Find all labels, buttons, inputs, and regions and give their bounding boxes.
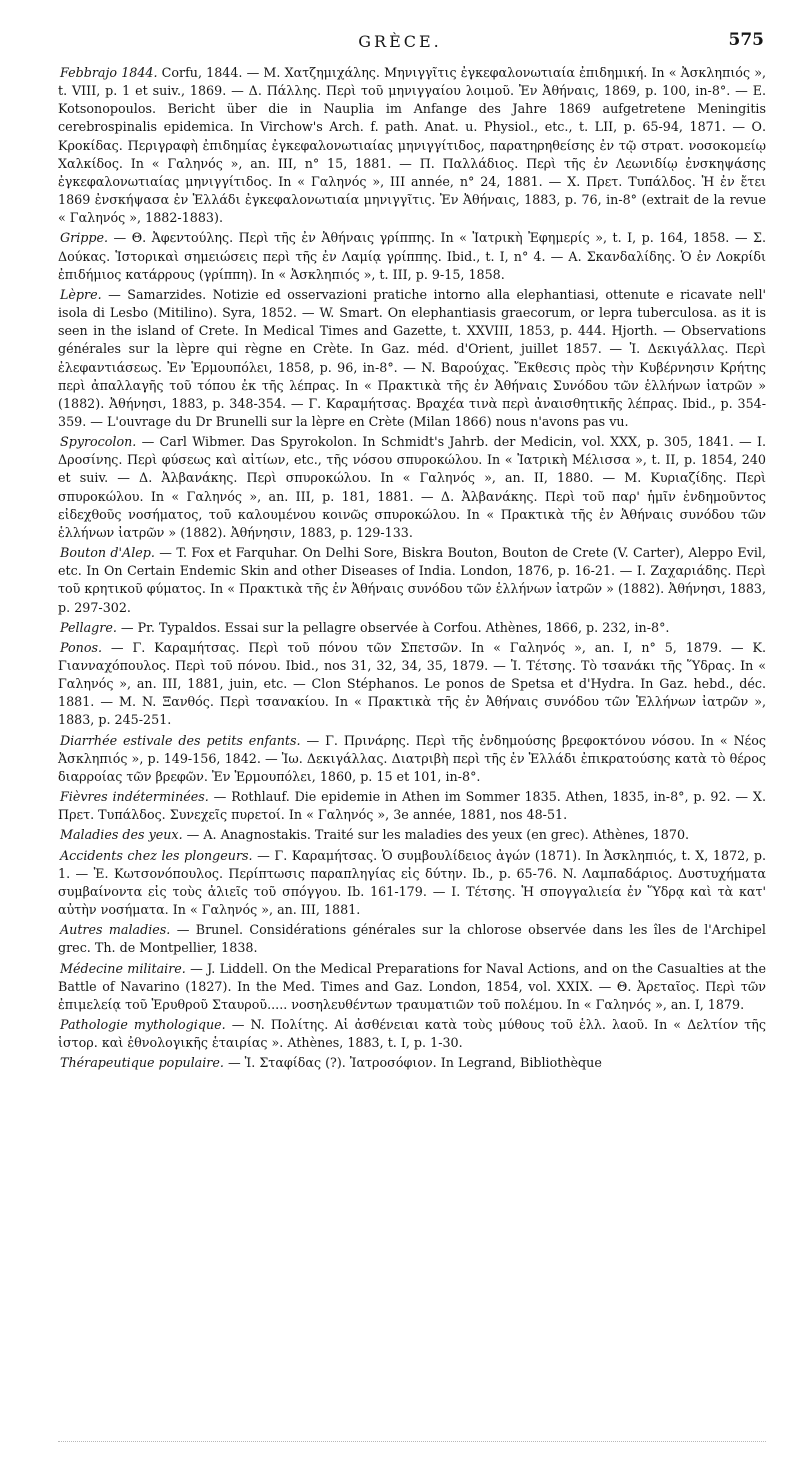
bibliography-body [58,64,766,1074]
entry-text: — Brunel. Considérations générales sur la chlorose observée dans les îles de l'Archipel grec. Th. de Montpellier, 1838. [58,922,766,956]
entry-topic: Ponos. [60,639,103,655]
entry-topic: Spyrocolon. [60,434,137,450]
entry-text: — Θ. Ἀφεντούλης. Περὶ τῆς ἐν Ἀθήναις γρίππης. In « Ἰατρικὴ Ἐφημερίς », t. I, p. 164, 1858. — Σ. Δούκας. Ἱστορικαὶ σημειώσεις περὶ τῆς ἐν Λαμίᾳ γρίππης. Ibid., t. I, n° 4. — A. Σκανδαλίδης. Ὁ ἐν Λοκρίδι ἐπιδήμιος κατάρρους (γρίππη). In « Ἀσκληπιός », t. III, p. 9-15, 1858. [58,230,766,282]
entry-topic: Pathologie mythologique. [60,1016,226,1032]
entry-grippe [58,229,766,283]
entry-text: — A. Anagnostakis. Traité sur les maladies des yeux (en grec). Athènes, 1870. [182,827,690,843]
entry-topic: Autres maladies. [60,922,171,938]
entry-text: — Γ. Καραμήτσας. Περὶ τοῦ πόνου τῶν Σπετσῶν. In « Γαληνός », an. I, n° 5, 1879. — K. Γιανναχόπουλος. Περὶ τοῦ πόνου. Ibid., nos 31, 32, 34, 35, 1879. — Ἰ. Τέτσης. Τὸ τσανάκι τῆς Ὕδρας. In « Γαληνός », an. III, 1881, juin, etc. — Clon Stéphanos. Le ponos de Spetsa et d'Hydra. In Gaz. hebd., déc. 1881. — M. N. Ξανθός. Περὶ τσανακίου. In « Πρακτικὰ τῆς ἐν Ἀθήναις συνόδου τῶν Ἑλλήνων ἰατρῶν », 1883, p. 245-251. [58,639,766,728]
page-number: 575 [728,30,764,50]
entry-topic: Diarrhée estivale des petits enfants. [60,732,301,748]
entry-pellagre [58,619,766,637]
bottom-divider [58,1441,766,1442]
entry-topic: Thérapeutique populaire. [60,1055,224,1071]
entry-topic: Fièvres indéterminées. [60,789,209,805]
entry-text: — Ἰ. Σταφίδας (?). Ἰατροσόφιον. In Legrand, Bibliothèque [223,1055,602,1071]
entry-topic: Lèpre. [60,286,102,302]
entry-text: — T. Fox et Farquhar. On Delhi Sore, Biskra Bouton, Bouton de Crete (V. Carter), Aleppo Evil, etc. In On Certain Endemic Skin and other Diseases of India. London, 1876, p. 16-21. — I. Ζαχαριάδης. Περὶ τοῦ κρητικοῦ φύματος. In « Πρακτικὰ τῆς ἐν Ἀθήναις συνόδου τῶν ἑλλήνων ἰατρῶν » (1882). Ἀθήνησι, 1883, p. 297-302. [58,545,767,615]
entry-diarrhee [58,732,766,786]
entry-topic: Médecine militaire. [60,960,186,976]
entry-therapeutique-populaire [58,1054,766,1072]
entry-text: — Γ. Καραμήτσας. Ὁ συμβουλίδειος ἀγών (1871). In Ἀσκληπιός, t. X, 1872, p. 1. — Ἐ. Κωτσονόπουλος. Περίπτωσις παραπληγίας εἰς δύτην. Ib., p. 65-76. N. Λαμπαδάριος. Δυστυχήματα συμβαίνοντα εἰς τοὺς ἀλιεῖς τοῦ σπόγγου. Ib. 161-179. — I. Τέτσης. Ἡ σπογγαλιεία ἐν Ὕδρᾳ καὶ τὰ κατ' αὐτὴν νοσήματα. In « Γαληνός », an. III, 1881. [58,847,766,918]
entry-text: — Γ. Πρινάρης. Περὶ τῆς ἐνδημούσης βρεφοκτόνου νόσου. In « Νέος Ἀσκληπιός », p. 149-156, 1842. — Ἰω. Δεκιγάλλας. Διατριβὴ περὶ τῆς ἐν Ἑλλάδι ἐπικρατούσης κατὰ τὸ θέρος διαρροίας τῶν βρεφῶν. Ἐν Ἑρμουπόλει, 1860, p. 15 et 101, in-8°. [58,732,766,784]
entry-autres-maladies [58,921,766,957]
entry-text: — Samarzides. Notizie ed osservazioni pratiche intorno alla elephantiasi, ottenute e ricavate nell' isola di Lesbo (Mitilino). Syra, 1852. — W. Smart. On elephantiasis graecorum, or lepra tuberculosa. as it is seen in the island of Crete. In Medical Times and Gazette, t. XXVIII, 1853, p. 444. Hjorth. — Observations générales sur la lèpre qui règne en Crète. In Gaz. méd. d'Orient, juillet 1857. — Ἰ. Δεκιγάλλας. Περὶ ἐλεφαντιάσεως. Ἐν Ἑρμουπόλει, 1858, p. 96, in-8°. — N. Βαρούχας. Ἔκθεσις πρὸς τὴν Κυβέρνησιν Κρήτης περὶ ἀπαλλαγῆς τοῦ τόπου ἐκ τῆς λέπρας. In « Πρακτικὰ τῆς ἐν Ἀθήναις Συνόδου τῶν ἑλλήνων ἰατρῶν » (1882). Ἀθήνησι, 1883, p. 348-354. — Γ. Καραμήτσας. Βραχέα τινὰ περὶ ἀναισθητικῆς λέπρας. Ibid., p. 354-359. — L'ouvrage du Dr Brunelli sur la lèpre en Crète (Milan 1866) nous n'avons pas vu. [58,286,766,429]
entry-pathologie-mythologique [58,1016,766,1052]
entry-topic: Maladies des yeux. [60,827,183,843]
entry-text: — Rothlauf. Die epidemie in Athen im Sommer 1835. Athen, 1835, in-8°, p. 92. — X. Πρετ. Τυπάλδος. Συνεχεῖς πυρετοί. In « Γαληνός », 3e année, 1881, nos 48-51. [58,789,766,823]
entry-febbrajo [58,64,766,227]
entry-topic: Bouton d'Alep. [60,545,155,561]
running-head [0,30,800,54]
entry-text: — Pr. Typaldos. Essai sur la pellagre observée à Corfou. Athènes, 1866, p. 232, in-8°. [116,619,670,635]
entry-topic: Grippe. [60,230,109,246]
entry-medecine-militaire [58,960,766,1014]
entry-topic: Pellagre. [60,619,117,635]
entry-text: — N. Πολίτης. Αἱ ἀσθένειαι κατὰ τοὺς μύθους τοῦ ἑλλ. λαοῦ. In « Δελτίον τῆς ἱστορ. καὶ ἐθνολογικῆς ἑταιρίας ». Athènes, 1883, t. I, p. 1-30. [58,1016,766,1051]
entry-fievres [58,788,766,824]
entry-plongeurs [58,847,766,920]
entry-text: — Carl Wibmer. Das Spyrokolon. In Schmidt's Jahrb. der Medicin, vol. XXX, p. 305, 1841. — I. Δροσίνης. Περὶ φύσεως καὶ αἰτίων, etc., τῆς νόσου σπυροκώλου. In « Ἰατρικὴ Μέλισσα », t. II, p. 1854, 240 et suiv. — Δ. Ἀλβανάκης. Περὶ σπυροκώλου. In « Γαληνός », an. II, 1880. — M. Κυριαζίδης. Περὶ σπυροκώλου. In « Γαληνός », an. III, p. 181, 1881. — Δ. Ἀλβανάκης. Περὶ τοῦ παρ' ἡμῖν ἐνδημοῦντος εἰδεχθοῦς νοσήματος, τοῦ καλουμένου κοινῶς σπυροκώλου. In « Πρακτικὰ τῆς ἐν Ἀθήναις συνόδου τῶν ἑλλήνων ἰατρῶν » (1882). Ἀθήνησιν, 1883, p. 129-133. [58,434,766,540]
page-title: GRÈCE. [358,32,442,51]
entry-ponos [58,639,766,730]
entry-bouton-dalep [58,544,766,617]
entry-lepre [58,286,766,431]
entry-topic: Accidents chez les plongeurs. [60,847,253,863]
entry-maladies-yeux [58,826,766,844]
entry-spyrocolon [58,433,766,542]
entry-text: Corfu, 1844. — M. Χατζημιχάλης. Μηνιγγῖτις ἐγκεφαλονωτιαία ἐπιδημική. In « Ἀσκληπιός », t. VIII, p. 1 et suiv., 1869. — Δ. Πάλλης. Περὶ τοῦ μηνιγγαίου λοιμοῦ. Ἐν Ἀθήναις, 1869, p. 100, in-8°. — E. Kotsonopoulos. Bericht über die in Nauplia im Anfange des Jahre 1869 aufgetretene Meningitis cerebrospinalis epidemica. In Virchow's Arch. f. path. Anat. u. Physiol., etc., t. LII, p. 65-94, 1871. — Ο. Κροκίδας. Περιγραφὴ ἐπιδημίας ἐγκεφαλονωτιαίας μηνιγγίτιδος, παρατηρηθείσης ἐν τῷ στρατ. νοσοκομείῳ Χαλκίδος. In « Γαληνός », an. III, n° 15, 1881. — Π. Παλλάδιος. Περὶ τῆς ἐν Λεωνιδίῳ ἐνσκηψάσης ἐγκεφαλονωτιαίας μηνιγγίτιδος. In « Γαληνός », III année, n° 24, 1881. — X. Πρετ. Τυπάλδος. Ἡ ἐν ἔτει 1869 ἐνσκήψασα ἐν Ἑλλάδι ἐγκεφαλονωτιαία μηνιγγῖτις. Ἐν Ἀθήναις, 1883, p. 76, in-8° (extrait de la revue « Γαληνός », 1882-1883). [58,65,766,226]
entry-text: — J. Liddell. On the Medical Preparations for Naval Actions, and on the Casualties at the Battle of Navarino (1827). In the Med. Times and Gaz. London, 1854, vol. XXIX. — Θ. Ἀρεταῖος. Περὶ τῶν ἐπιμελείᾳ τοῦ Ἐρυθροῦ Σταυροῦ..... νοσηλευθέντων τραυματιῶν τοῦ πολέμου. In « Γαληνός », an. I, 1879. [58,960,766,1012]
entry-topic: Febbrajo 1844. [60,65,158,80]
